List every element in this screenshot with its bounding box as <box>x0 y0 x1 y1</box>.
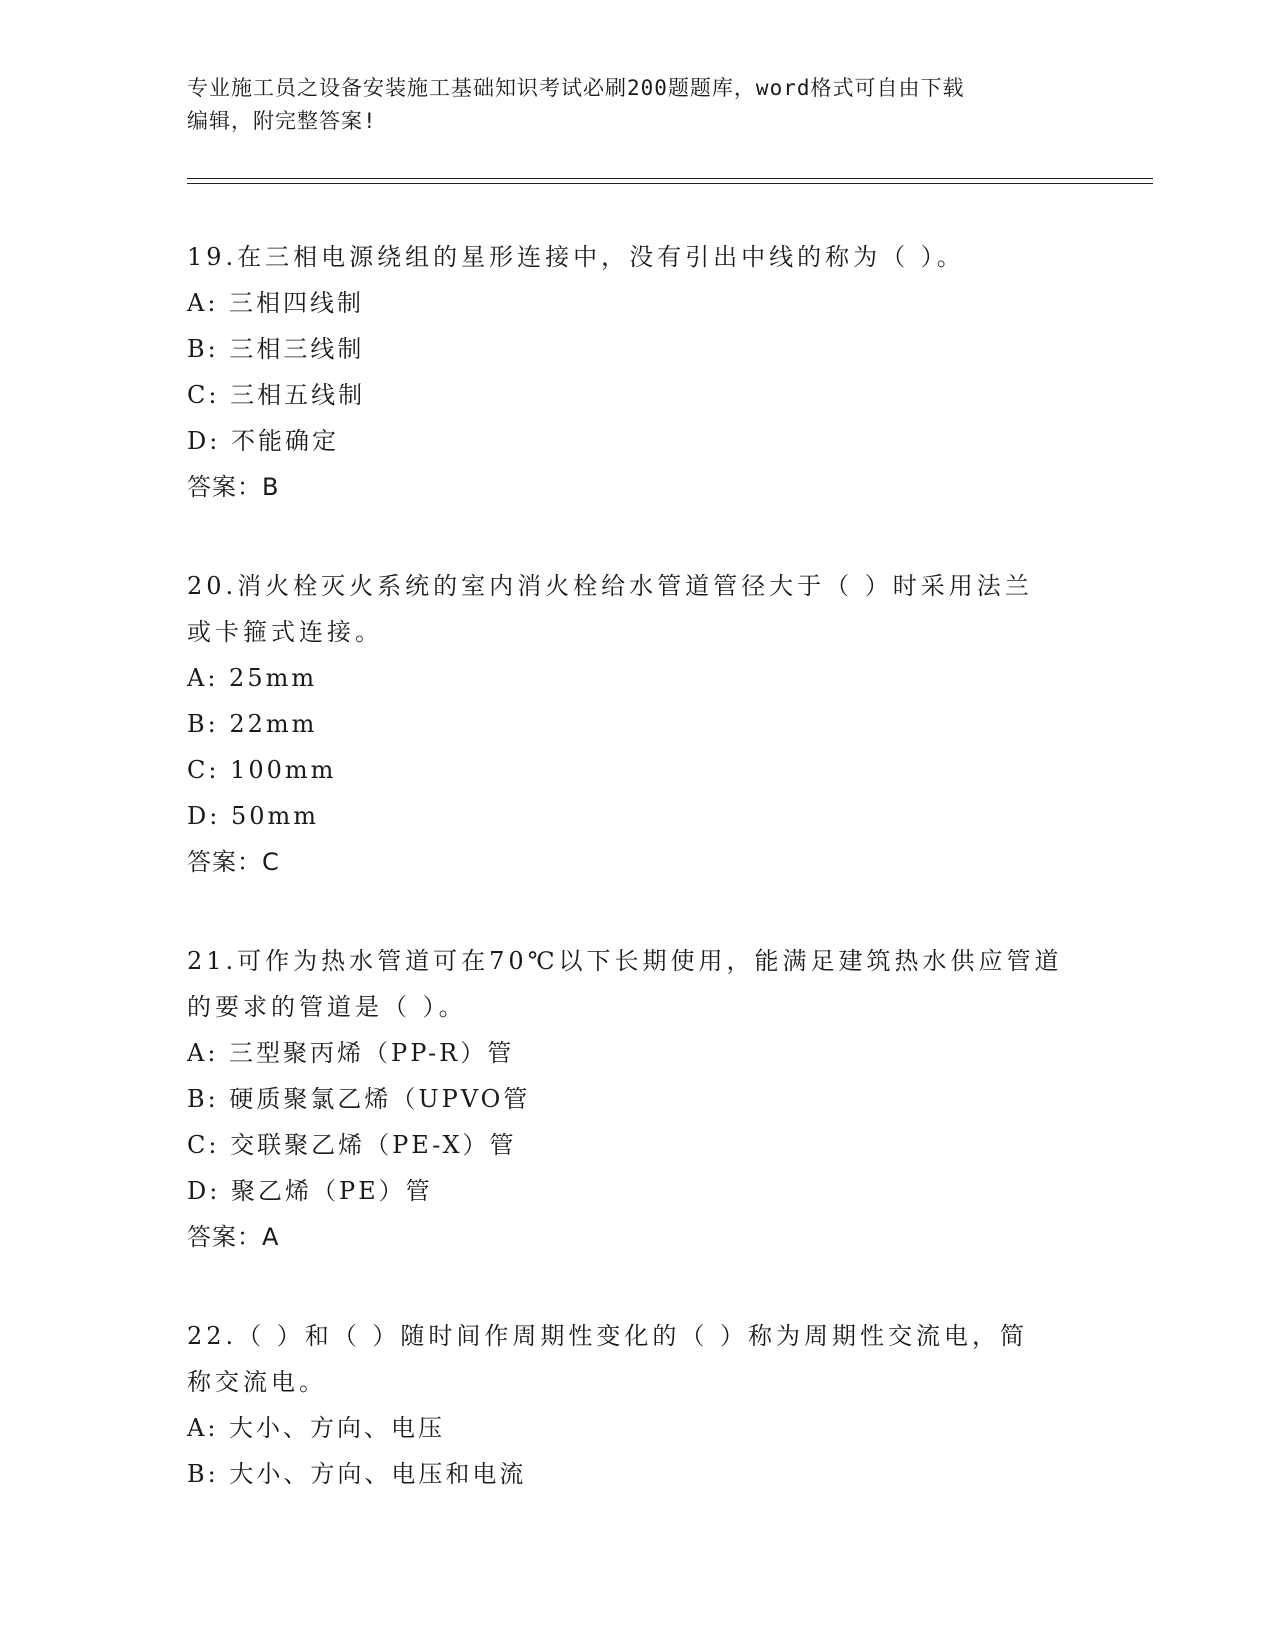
option-b: B: 22mm <box>187 710 318 738</box>
question-text-line-1: 21.可作为热水管道可在70℃以下长期使用，能满足建筑热水供应管道 <box>187 947 1063 975</box>
answer-line: 答案：C <box>187 848 280 876</box>
answer-line: 答案：B <box>187 473 280 501</box>
option-b: B: 三相三线制 <box>187 335 365 363</box>
question-22 <box>187 1313 1087 1497</box>
option-a: A: 三型聚丙烯（PP-R）管 <box>187 1039 515 1067</box>
option-a: A: 25mm <box>187 664 318 692</box>
option-c: C: 三相五线制 <box>187 381 366 409</box>
question-20 <box>187 563 1087 885</box>
option-b: B: 硬质聚氯乙烯（UPVO管 <box>187 1085 531 1113</box>
question-21 <box>187 938 1087 1260</box>
question-text-line-2: 称交流电。 <box>187 1368 327 1396</box>
question-list <box>187 234 1087 1550</box>
document-header <box>187 72 1067 138</box>
option-d: D: 50mm <box>187 802 320 830</box>
option-c: C: 100mm <box>187 756 337 784</box>
header-line-1: 专业施工员之设备安装施工基础知识考试必刷200题题库，word格式可自由下载 <box>187 76 965 100</box>
answer-line: 答案：A <box>187 1223 280 1251</box>
option-c: C: 交联聚乙烯（PE-X）管 <box>187 1131 517 1159</box>
option-a: A: 三相四线制 <box>187 289 365 317</box>
question-text-line-1: 22.（ ）和（ ）随时间作周期性变化的（ ）称为周期性交流电，简 <box>187 1322 1029 1350</box>
option-d: D: 不能确定 <box>187 427 339 455</box>
option-b: B: 大小、方向、电压和电流 <box>187 1460 527 1488</box>
header-double-rule <box>187 178 1153 184</box>
header-line-2: 编辑，附完整答案! <box>187 109 377 133</box>
question-19 <box>187 234 1087 510</box>
question-text-line-2: 或卡箍式连接。 <box>187 618 383 646</box>
question-text-line-1: 20.消火栓灭火系统的室内消火栓给水管道管径大于（ ）时采用法兰 <box>187 572 1033 600</box>
question-text-line-2: 的要求的管道是（ ）。 <box>187 993 467 1021</box>
option-d: D: 聚乙烯（PE）管 <box>187 1177 433 1205</box>
question-text: 19.在三相电源绕组的星形连接中，没有引出中线的称为（ ）。 <box>187 243 965 271</box>
option-a: A: 大小、方向、电压 <box>187 1414 446 1442</box>
